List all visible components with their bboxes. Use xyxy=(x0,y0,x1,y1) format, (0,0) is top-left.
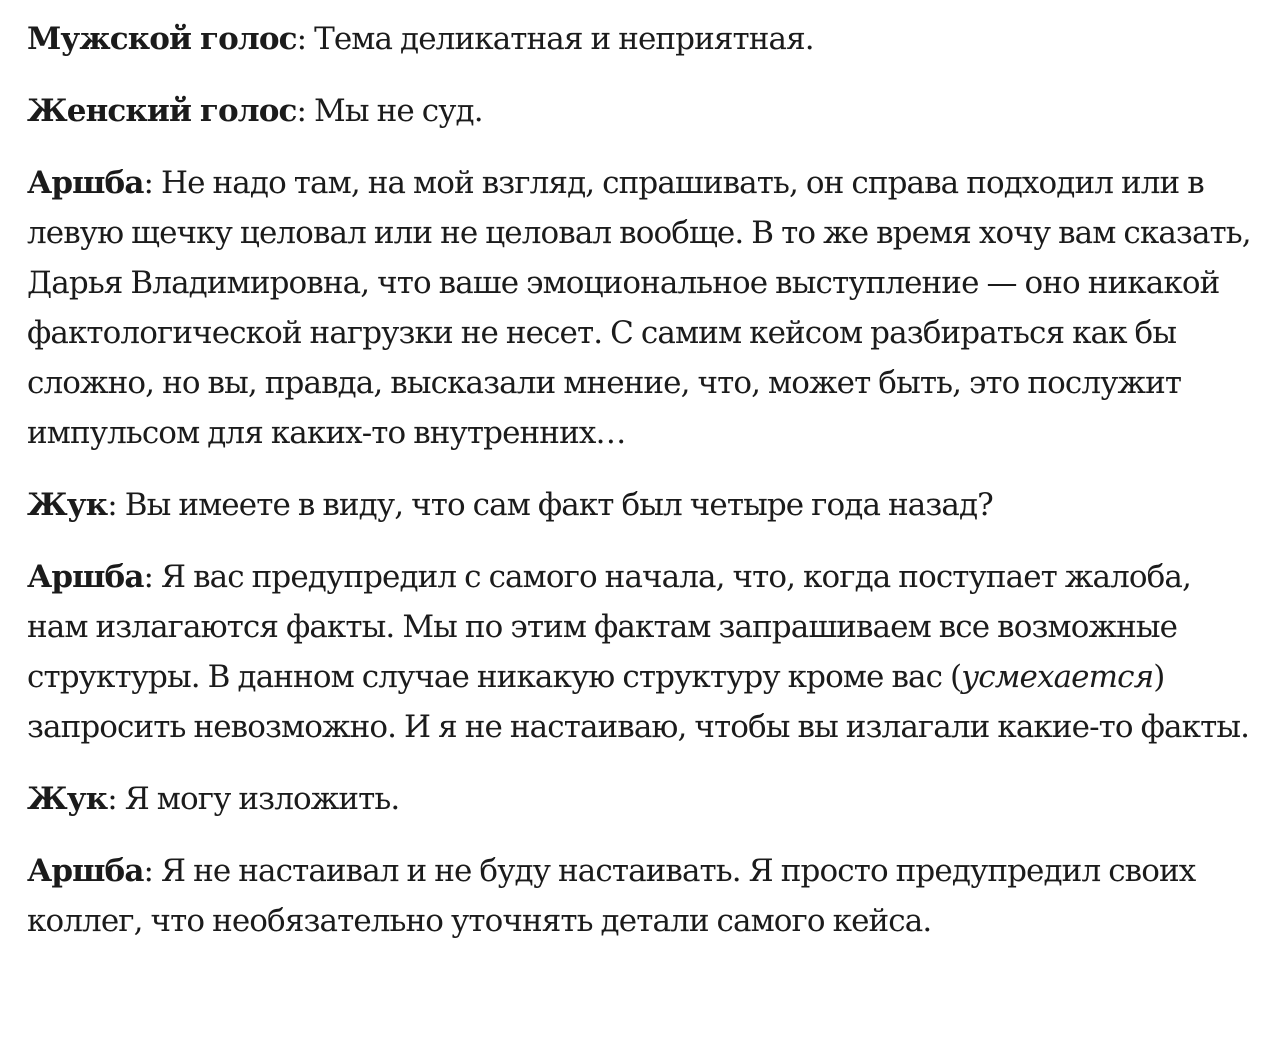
speech-text: Вы имеете в виду, что сам факт был четыре года назад? xyxy=(124,487,993,523)
transcript-paragraph xyxy=(27,774,1257,824)
transcript-paragraph xyxy=(27,846,1257,946)
speech-text: Мы не суд. xyxy=(314,93,483,129)
speaker-name: Аршба xyxy=(27,559,144,595)
speech-text: Я не настаивал и не буду настаивать. Я просто предупредил своих коллег, что необязательно уточнять детали самого кейса. xyxy=(27,853,1196,939)
speaker-name: Жук xyxy=(27,487,108,523)
transcript-paragraph xyxy=(27,158,1257,458)
transcript-paragraph xyxy=(27,552,1257,752)
speaker-separator: : xyxy=(296,21,315,57)
speaker-separator: : xyxy=(107,781,125,817)
transcript-paragraph xyxy=(27,86,1257,136)
speaker-separator: : xyxy=(296,93,315,129)
stage-direction: усмехается xyxy=(961,659,1154,695)
speech-text: Тема деликатная и неприятная. xyxy=(314,21,814,57)
speaker-separator: : xyxy=(107,487,125,523)
speaker-name: Аршба xyxy=(27,165,144,201)
speech-text: Я могу изложить. xyxy=(124,781,400,817)
speaker-name: Мужской голос xyxy=(27,21,297,57)
speaker-name: Женский голос xyxy=(27,93,297,129)
transcript-paragraph xyxy=(27,14,1257,64)
speaker-separator: : xyxy=(143,559,162,595)
speaker-name: Аршба xyxy=(27,853,144,889)
speaker-separator: : xyxy=(143,853,162,889)
transcript xyxy=(27,14,1257,968)
speech-text: Не надо там, на мой взгляд, спрашивать, он справа подходил или в левую щечку целовал или не целовал вообще. В то же время хочу вам сказать, Дарья Владимировна, что ваше эмоциональное выступление — оно никакой фактологической нагрузки не несет. С самим кейсом разбираться как бы сложно, но вы, правда, высказали мнение, что, может быть, это послужит импульсом для каких-то внутренних… xyxy=(27,165,1251,451)
speaker-separator: : xyxy=(143,165,162,201)
speaker-name: Жук xyxy=(27,781,108,817)
speech-text: Я вас предупредил с самого начала, что, когда поступает жалоба, нам излагаются факты. Мы по этим фактам запрашиваем все возможные структуры. В данном случае никакую структуру кроме вас ( xyxy=(27,559,1191,695)
transcript-paragraph xyxy=(27,480,1257,530)
speech-text: ) запросить невозможно. И я не настаиваю, чтобы вы излагали какие-то факты. xyxy=(27,659,1250,745)
